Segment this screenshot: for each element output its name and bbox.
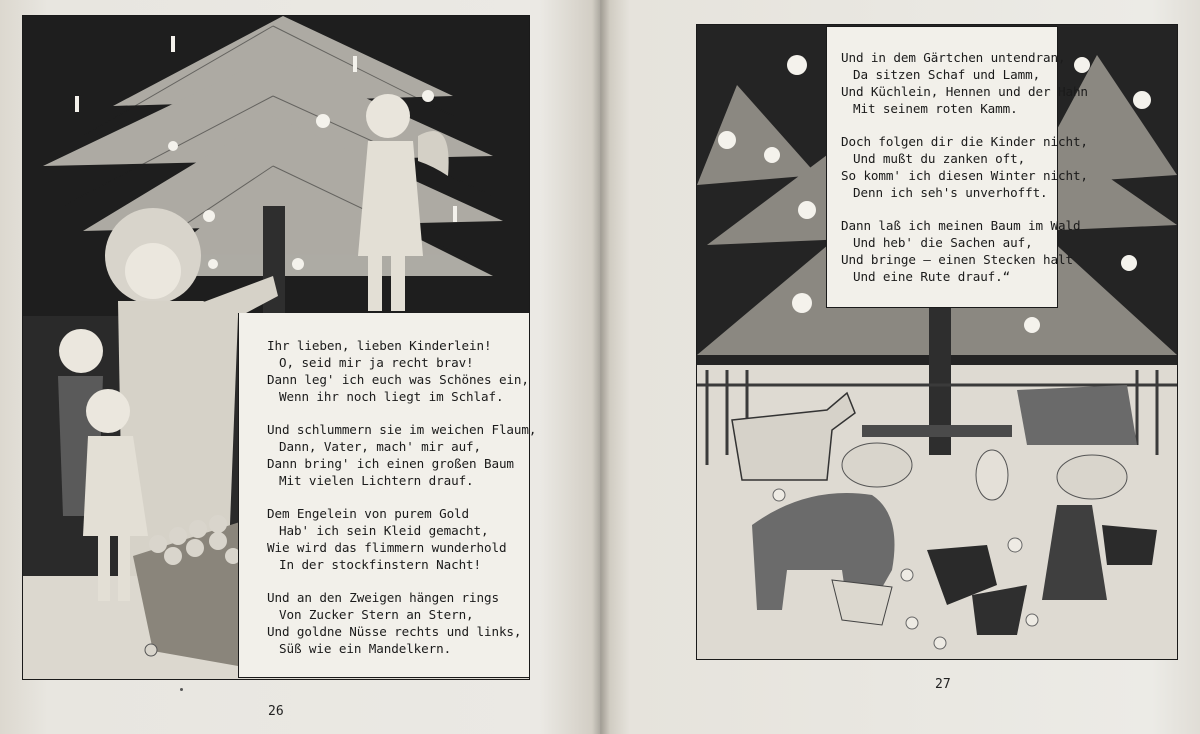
poem-line: Und mußt du zanken oft, <box>853 151 1026 166</box>
poem-line: Mit seinem roten Kamm. <box>853 101 1018 116</box>
poem-line: Mit vielen Lichtern drauf. <box>279 473 474 488</box>
page-number-left: 26 <box>268 704 284 719</box>
poem-line: Und heb' die Sachen auf, <box>853 235 1033 250</box>
poem-line: Und in dem Gärtchen untendran, <box>841 50 1066 65</box>
poem-line: In der stockfinstern Nacht! <box>279 557 482 572</box>
poem-line: Und an den Zweigen hängen rings <box>267 590 499 605</box>
stanza <box>267 589 536 657</box>
poem-line: Denn ich seh's unverhofft. <box>853 185 1048 200</box>
right-poem-box <box>826 26 1088 308</box>
left-poem-box <box>238 313 537 678</box>
poem-line: Hab' ich sein Kleid gemacht, <box>279 523 489 538</box>
stanza <box>841 133 1088 201</box>
stanza <box>267 421 536 489</box>
poem-line: Dann bring' ich einen großen Baum <box>267 456 514 471</box>
poem-line: Dann laß ich meinen Baum im Wald <box>841 218 1081 233</box>
stanza <box>267 505 536 573</box>
poem-line: Und bringe — einen Stecken halt <box>841 252 1073 267</box>
page-number-right: 27 <box>935 677 951 692</box>
book-gutter <box>592 0 610 734</box>
right-poem <box>841 49 1088 301</box>
poem-line: Ihr lieben, lieben Kinderlein! <box>267 338 492 353</box>
poem-line: Von Zucker Stern an Stern, <box>279 607 474 622</box>
poem-line: Dann, Vater, mach' mir auf, <box>279 439 482 454</box>
stanza <box>841 217 1088 285</box>
poem-line: Dem Engelein von purem Gold <box>267 506 470 521</box>
poem-line: Und schlummern sie im weichen Flaum, <box>267 422 537 437</box>
poem-line: Süß wie ein Mandelkern. <box>279 641 452 656</box>
poem-line: Und eine Rute drauf.“ <box>853 269 1011 284</box>
poem-line: Dann leg' ich euch was Schönes ein, <box>267 372 529 387</box>
poem-line: Und goldne Nüsse rechts und links, <box>267 624 522 639</box>
poem-line: Wie wird das flimmern wunderhold <box>267 540 507 555</box>
poem-line: O, seid mir ja recht brav! <box>279 355 474 370</box>
poem-line: Und Küchlein, Hennen und der Hahn <box>841 84 1088 99</box>
poem-line: Doch folgen dir die Kinder nicht, <box>841 134 1088 149</box>
paper-speck <box>180 688 183 691</box>
stanza <box>841 49 1088 117</box>
poem-line: Wenn ihr noch liegt im Schlaf. <box>279 389 504 404</box>
poem-line: Da sitzen Schaf und Lamm, <box>853 67 1041 82</box>
left-poem <box>267 337 536 673</box>
poem-line: So komm' ich diesen Winter nicht, <box>841 168 1088 183</box>
stanza <box>267 337 536 405</box>
